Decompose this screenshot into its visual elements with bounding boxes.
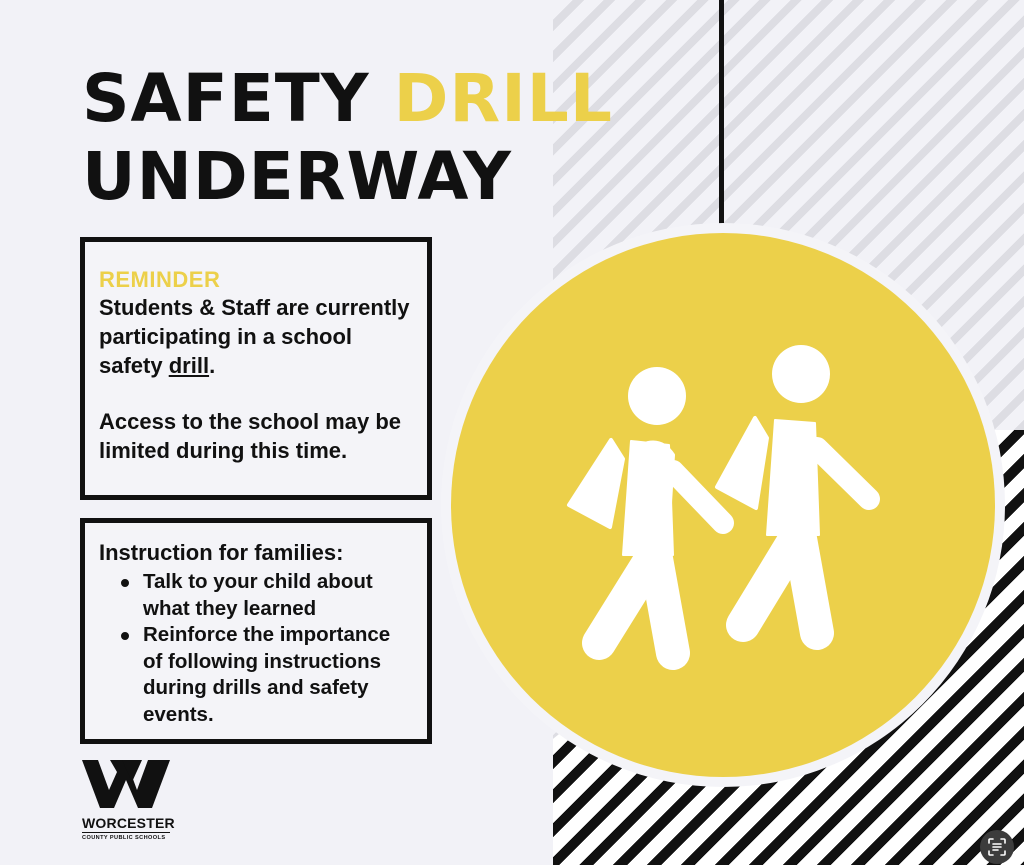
title-word-drill: DRILL bbox=[393, 60, 613, 137]
title-line-2: UNDERWAY bbox=[82, 138, 512, 215]
sign-pole bbox=[719, 0, 724, 228]
reminder-text-2: Access to the school may be limited during this time. bbox=[99, 409, 401, 463]
list-item: Reinforce the importance of following instructions during drills and safety events. bbox=[99, 622, 413, 728]
school-logo bbox=[82, 760, 175, 841]
reminder-text-1-underlined: drill bbox=[168, 353, 210, 378]
reminder-label: REMINDER bbox=[99, 267, 221, 292]
logo-divider bbox=[82, 832, 170, 833]
instructions-list bbox=[99, 569, 413, 728]
title-word-safety: SAFETY bbox=[82, 60, 370, 137]
page-title bbox=[82, 60, 613, 216]
instructions-heading: Instruction for families: bbox=[99, 540, 344, 565]
text-scan-button[interactable] bbox=[980, 830, 1014, 864]
list-item: Talk to your child about what they learned bbox=[99, 569, 413, 622]
reminder-text-1-start: Students & Staff are currently participating in a school safety bbox=[99, 295, 410, 378]
logo-subtitle: COUNTY PUBLIC SCHOOLS bbox=[82, 835, 166, 841]
title-line-1 bbox=[82, 60, 613, 138]
instructions-box bbox=[80, 518, 432, 744]
text-scan-icon bbox=[987, 837, 1007, 857]
walking-students-icon bbox=[451, 233, 995, 777]
reminder-text-1-end: . bbox=[209, 353, 216, 378]
reminder-box bbox=[80, 237, 432, 500]
reminder-text-1 bbox=[99, 293, 413, 380]
w-logo-icon bbox=[82, 760, 170, 808]
logo-name: WORCESTER bbox=[82, 815, 175, 831]
paragraph-gap bbox=[99, 380, 413, 407]
